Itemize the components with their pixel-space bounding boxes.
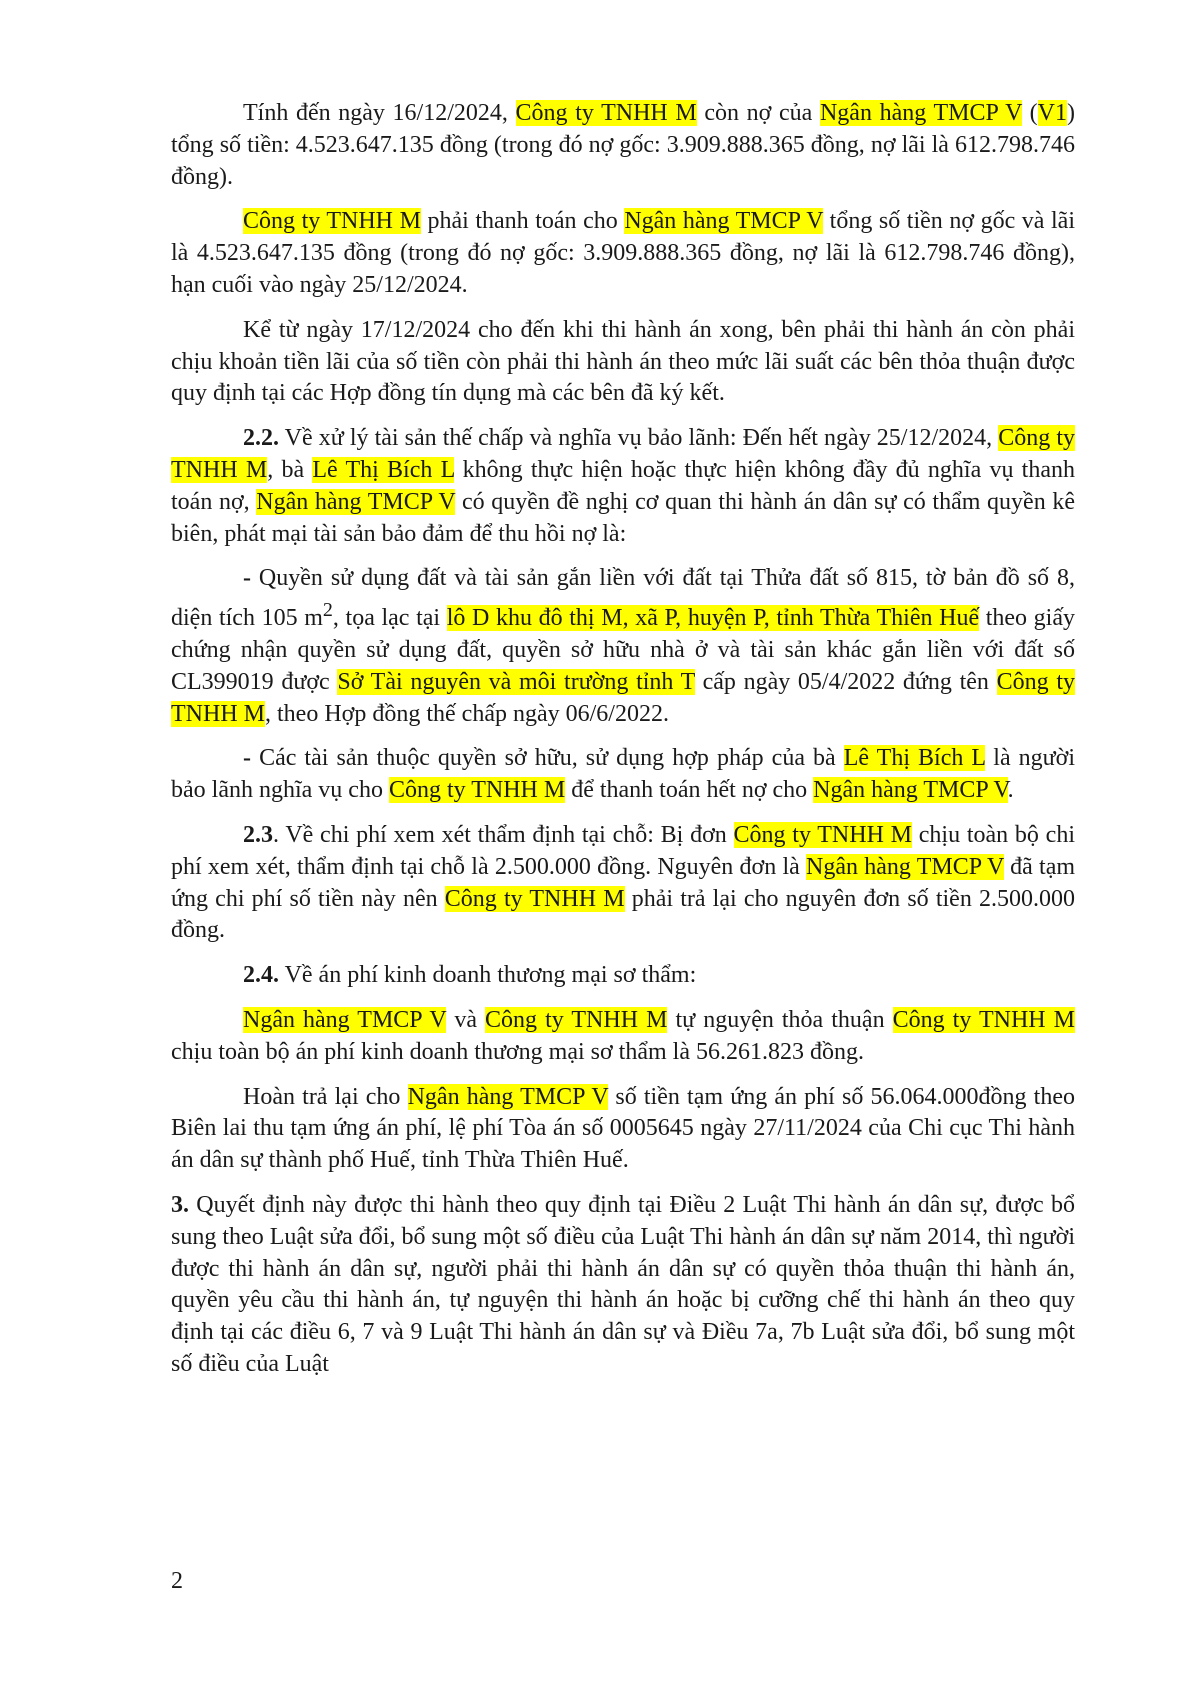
paragraph (171, 1005, 1075, 1069)
text-run: Tính đến ngày 16/12/2024, (243, 100, 516, 126)
text-run: Về án phí kinh doanh thương mại sơ thẩm: (279, 962, 697, 989)
highlighted-text: Công ty TNHH M (515, 100, 697, 126)
highlighted-text: Lê Thị Bích L (312, 456, 455, 483)
text-run: . (1007, 777, 1014, 804)
text-run: chịu toàn bộ án phí kinh doanh thương mại sơ thẩm là 56.261.823 đồng. (171, 1038, 864, 1065)
text-run: Hoàn trả lại cho (243, 1083, 408, 1110)
highlighted-text: Công ty TNHH M (243, 208, 421, 235)
paragraph (171, 423, 1075, 550)
text-run: phải thanh toán cho (420, 208, 625, 235)
text-run: ( (1022, 100, 1038, 126)
text-run: ) tổng số tiền: 4.523.647.135 đồng (trong đó nợ gốc: 3.909.888.365 đồng, nợ lãi là 612.798.746 đồng). (171, 100, 1075, 190)
highlighted-text: Ngân hàng TMCP V (243, 1006, 447, 1033)
text-run: tổng số tiền nợ gốc và lãi là 4.523.647.135 đồng (trong đó nợ gốc: 3.909.888.365 đồng, nợ lãi là 612.798.746 đồng), hạn cuối vào ngày 25/12/2024. (171, 208, 1075, 298)
section-number: 2.3 (243, 821, 273, 848)
highlighted-text: Lê Thị Bích L (843, 745, 986, 772)
highlighted-text: Sở Tài nguyên và môi trường tỉnh T (337, 668, 695, 695)
paragraph (171, 743, 1075, 807)
text-run: , theo Hợp đồng thế chấp ngày 06/6/2022. (265, 700, 669, 727)
text-run: , tọa lạc tại (332, 605, 447, 632)
text-run: số tiền tạm ứng án phí số 56.064.000đồng theo Biên lai thu tạm ứng án phí, lệ phí Tòa án số 0005645 ngày 27/11/2024 của Chi cục Thi hành án dân sự thành phố Huế, tỉnh Thừa Thiên Huế. (171, 1083, 1075, 1174)
section-number: 2.2. (243, 425, 279, 452)
highlighted-text: Ngân hàng TMCP V (624, 208, 824, 235)
text-run: chịu toàn bộ chi phí xem xét, thẩm định tại chỗ là 2.500.000 đồng. Nguyên đơn là (171, 821, 1075, 880)
text-run: theo giấy chứng nhận quyền sử dụng đất, quyền sở hữu nhà ở và tài sản khác gắn liền với đất số CL399019 được (171, 605, 1076, 695)
highlighted-text: Công ty TNHH M (485, 1006, 668, 1033)
text-run: Quyết định này được thi hành theo quy định tại Điều 2 Luật Thi hành án dân sự, được bổ sung theo Luật sửa đổi, bổ sung một số điều của Luật Thi hành án dân sự năm 2014, thì người được thi hành án dân sự, người phải thi hành án dân sự có quyền thỏa thuận thi hành án, quyền yêu cầu thi hành án, tự nguyện thi hành án hoặc bị cưỡng chế thi hành án theo quy định tại các điều 6, 7 và 9 Luật Thi hành án dân sự và Điều 7a, 7b Luật sửa đổi, bổ sung một số điều của Luật (171, 1191, 1075, 1377)
document-body (171, 98, 1075, 1394)
paragraph (171, 315, 1075, 410)
highlighted-text: Ngân hàng TMCP V (407, 1083, 609, 1110)
highlighted-text: Công ty TNHH M (171, 425, 1075, 483)
text-run: Các tài sản thuộc quyền sở hữu, sử dụng hợp pháp của bà (259, 745, 844, 772)
highlighted-text: Công ty TNHH M (388, 777, 566, 804)
paragraph (171, 98, 1075, 193)
highlighted-text: Công ty TNHH M (444, 885, 625, 912)
highlighted-text: Công ty TNHH M (171, 668, 1075, 727)
paragraph (171, 206, 1075, 301)
section-number: 2.4. (243, 962, 279, 989)
text-run: , bà (267, 456, 313, 483)
highlighted-text: Ngân hàng TMCP V (813, 777, 1008, 804)
text-run: là người bảo lãnh nghĩa vụ cho (171, 745, 1076, 804)
text-run: đã tạm ứng chi phí số tiền này nên (171, 853, 1076, 912)
paragraph (171, 1190, 1075, 1381)
highlighted-text: Công ty TNHH M (733, 821, 913, 848)
text-run: Kể từ ngày 17/12/2024 cho đến khi thi hành án xong, bên phải thi hành án còn phải chịu khoản tiền lãi của số tiền còn phải thi hành án theo mức lãi suất các bên thỏa thuận được quy định tại các Hợp đồng tín dụng mà các bên đã ký kết. (171, 316, 1075, 407)
highlighted-text: Công ty TNHH M (892, 1006, 1076, 1033)
text-run: Quyền sử dụng đất và tài sản gắn liền với đất tại Thửa đất số 815, tờ bản đồ số 8, diện tích 105 m (171, 565, 1075, 632)
text-run: phải trả lại cho nguyên đơn số tiền 2.500.000 đồng. (171, 885, 1075, 944)
text-run: còn nợ của (696, 100, 820, 126)
highlighted-text: Ngân hàng TMCP V (819, 100, 1023, 126)
highlighted-text: V1 (1037, 100, 1067, 126)
highlighted-text: Ngân hàng TMCP V (256, 488, 456, 515)
text-run: Về xử lý tài sản thế chấp và nghĩa vụ bảo lãnh: Đến hết ngày 25/12/2024, (279, 425, 999, 452)
text-run: để thanh toán hết nợ cho (565, 777, 814, 804)
text-run: có quyền đề nghị cơ quan thi hành án dân sự có thẩm quyền kê biên, phát mại tài sản bảo đảm để thu hồi nợ là: (171, 488, 1075, 547)
paragraph (171, 960, 1075, 992)
text-run: cấp ngày 05/4/2022 đứng tên (694, 668, 997, 695)
paragraph (171, 820, 1075, 947)
text-run: và (446, 1006, 486, 1033)
section-number: - (243, 745, 260, 772)
section-number: 3. (171, 1191, 189, 1218)
page-number: 2 (171, 1568, 183, 1594)
highlighted-text: lô D khu đô thị M, xã P, huyện P, tỉnh Thừa Thiên Huế (446, 605, 980, 632)
paragraph (171, 1082, 1075, 1177)
text-run: 2 (322, 599, 333, 622)
text-run: không thực hiện hoặc thực hiện không đầy đủ nghĩa vụ thanh toán nợ, (171, 456, 1076, 515)
section-number: - (243, 565, 259, 592)
text-run: . Về chi phí xem xét thẩm định tại chỗ: Bị đơn (273, 821, 734, 848)
paragraph (171, 563, 1075, 730)
text-run: tự nguyện thỏa thuận (667, 1006, 893, 1033)
highlighted-text: Ngân hàng TMCP V (806, 853, 1004, 880)
